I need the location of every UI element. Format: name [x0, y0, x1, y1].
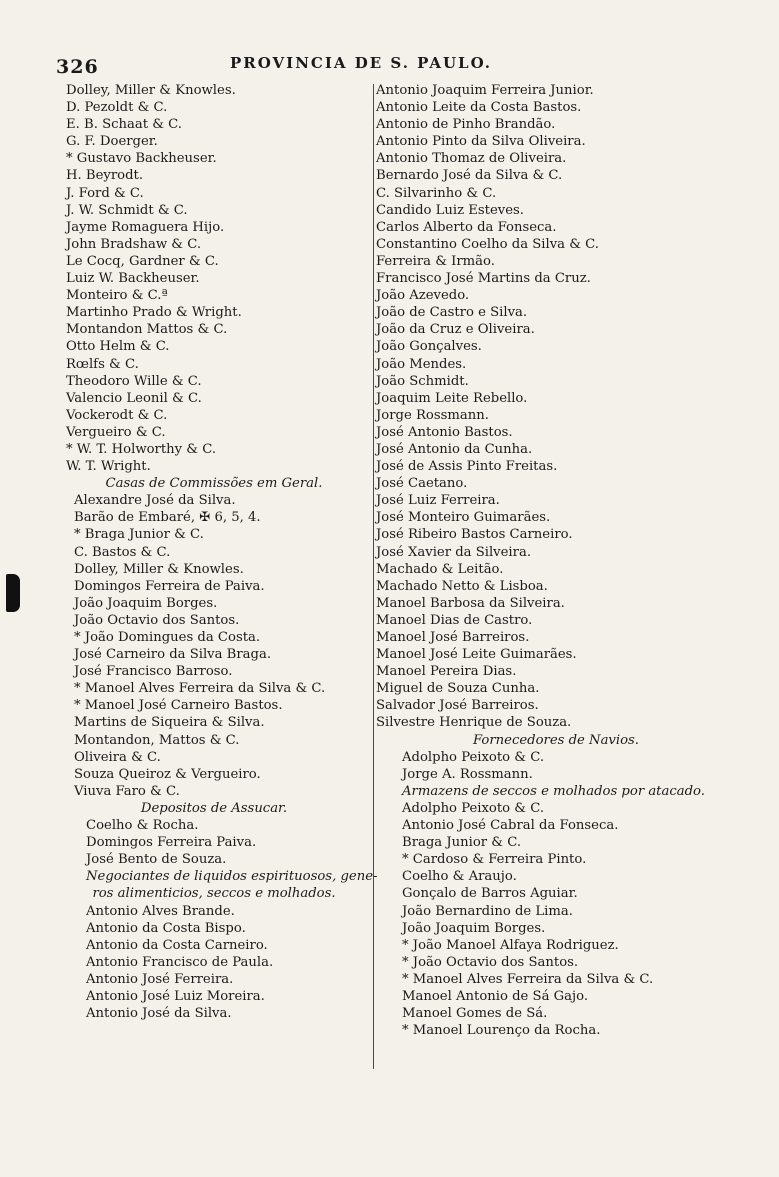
list-item: João Gonçalves.: [376, 339, 482, 355]
list-item: João Azevedo.: [376, 288, 470, 304]
list-firms-a: [56, 82, 372, 475]
list-item: * João Domingues da Costa.: [74, 630, 261, 645]
column-rule: [373, 84, 374, 1069]
list-item: Luiz W. Backheuser.: [66, 271, 200, 287]
list-item: Manoel Dias de Castro.: [376, 612, 533, 628]
list-item: J. Ford & C.: [66, 185, 144, 201]
list-item: José Francisco Barroso.: [74, 664, 233, 680]
list-item: G. F. Doerger.: [66, 134, 158, 150]
list-item: Montandon Mattos & C.: [66, 322, 228, 338]
list-item: Manoel José Leite Guimarães.: [376, 647, 577, 663]
list-item: Souza Queiroz & Vergueiro.: [74, 766, 261, 782]
list-item: João da Cruz e Oliveira.: [376, 322, 535, 338]
list-item: João de Castro e Silva.: [376, 305, 528, 321]
heading-casas-de-commissoes: Casas de Commissões em Geral.: [105, 476, 323, 492]
list-item: * João Octavio dos Santos.: [402, 954, 579, 970]
list-item: D. Pezoldt & C.: [66, 100, 168, 116]
list-item: João Joaquim Borges.: [402, 920, 546, 936]
list-item: José Antonio Bastos.: [376, 424, 513, 440]
list-item: Antonio Leite da Costa Bastos.: [376, 100, 582, 116]
list-item: Jayme Romaguera Hijo.: [66, 219, 225, 235]
left-column: [56, 82, 378, 1022]
list-item: * Manoel Alves Ferreira da Silva & C.: [74, 681, 326, 697]
list-item: João Bernardino de Lima.: [402, 903, 573, 919]
list-item: Machado & Leitão.: [376, 561, 504, 577]
list-item: Vockerodt & C.: [66, 407, 168, 423]
running-title: PROVINCIA DE S. PAULO.: [230, 54, 492, 72]
list-item: Domingos Ferreira de Paiva.: [74, 578, 265, 594]
list-item: Francisco José Martins da Cruz.: [376, 271, 591, 287]
heading-fornecedores-de-navios: Fornecedores de Navios.: [472, 732, 639, 748]
list-item: * Cardoso & Ferreira Pinto.: [402, 852, 587, 868]
list-item: Barão de Embaré, ✠ 6, 5, 4.: [74, 510, 261, 526]
list-item: Antonio José Cabral da Fonseca.: [402, 818, 619, 834]
list-item: Antonio José Luiz Moreira.: [86, 988, 265, 1004]
list-item: José Antonio da Cunha.: [376, 441, 533, 457]
list-item: Gonçalo de Barros Aguiar.: [402, 886, 578, 902]
list-item: W. T. Wright.: [66, 459, 151, 475]
list-item: Antonio José Ferreira.: [86, 971, 234, 987]
heading-negociantes-line-2: ros alimenticios, seccos e molhados.: [92, 886, 336, 902]
list-item: Manoel Barbosa da Silveira.: [376, 595, 565, 611]
list-item: Coelho & Araujo.: [402, 869, 517, 885]
list-item: Antonio da Costa Carneiro.: [86, 937, 268, 953]
list-item: Rœlfs & C.: [66, 356, 139, 372]
list-item: João Octavio dos Santos.: [74, 612, 240, 628]
list-item: Antonio Francisco de Paula.: [86, 954, 274, 970]
list-item: Antonio Pinto da Silva Oliveira.: [376, 134, 586, 150]
list-item: Manoel Pereira Dias.: [376, 664, 517, 680]
list-item: José Xavier da Silveira.: [376, 544, 532, 560]
list-item: Antonio da Costa Bispo.: [86, 920, 246, 936]
list-item: Jorge A. Rossmann.: [402, 766, 533, 782]
list-item: * Gustavo Backheuser.: [66, 151, 217, 167]
list-item: * W. T. Holworthy & C.: [66, 441, 217, 457]
list-commissoes: [56, 492, 372, 800]
list-item: Candido Luiz Esteves.: [376, 202, 524, 218]
list-item: John Bradshaw & C.: [66, 236, 202, 252]
list-item: * Manoel Lourenço da Rocha.: [402, 1023, 601, 1039]
list-item: Antonio Thomaz de Oliveira.: [376, 151, 567, 167]
right-column: [376, 82, 736, 1039]
list-item: Ferreira & Irmão.: [376, 253, 495, 269]
list-item: * Manoel Alves Ferreira da Silva & C.: [402, 971, 654, 987]
list-item: Viuva Faro & C.: [74, 783, 180, 799]
list-item: Dolley, Miller & Knowles.: [74, 561, 244, 577]
list-item: Manoel José Barreiros.: [376, 630, 530, 645]
list-item: Martins de Siqueira & Silva.: [74, 715, 265, 731]
list-item: Coelho & Rocha.: [86, 818, 199, 834]
list-item: Alexandre José da Silva.: [74, 493, 236, 509]
list-item: Domingos Ferreira Paiva.: [86, 835, 257, 851]
list-item: Oliveira & C.: [74, 749, 161, 765]
list-item: Constantino Coelho da Silva & C.: [376, 236, 599, 252]
list-item: Antonio José da Silva.: [86, 1006, 232, 1022]
list-item: Manoel Antonio de Sá Gajo.: [402, 988, 589, 1004]
list-item: Vergueiro & C.: [66, 424, 166, 440]
list-item: Antonio Joaquim Ferreira Junior.: [376, 83, 594, 98]
list-item: C. Bastos & C.: [74, 544, 171, 560]
list-item: João Joaquim Borges.: [74, 595, 218, 611]
list-item: * João Manoel Alfaya Rodriguez.: [402, 937, 619, 953]
list-item: Otto Helm & C.: [66, 339, 170, 355]
list-item: José Carneiro da Silva Braga.: [74, 647, 272, 663]
list-item: José Ribeiro Bastos Carneiro.: [376, 527, 573, 543]
list-item: Manoel Gomes de Sá.: [402, 1006, 548, 1022]
list-item: José Luiz Ferreira.: [376, 493, 500, 509]
list-item: Silvestre Henrique de Souza.: [376, 715, 572, 731]
list-item: Montandon, Mattos & C.: [74, 732, 240, 748]
list-item: Antonio Alves Brande.: [86, 903, 235, 919]
list-item: Braga Junior & C.: [402, 835, 522, 851]
list-item: José Monteiro Guimarães.: [376, 510, 551, 526]
binding-mark: [6, 574, 20, 612]
list-item: Monteiro & C.ª: [66, 288, 168, 304]
list-item: E. B. Schaat & C.: [66, 117, 182, 133]
list-item: Adolpho Peixoto & C.: [402, 800, 545, 816]
list-item: Carlos Alberto da Fonseca.: [376, 219, 557, 235]
list-item: Antonio de Pinho Brandão.: [376, 117, 556, 133]
list-item: Valencio Leonil & C.: [66, 390, 202, 406]
list-item: * Braga Junior & C.: [74, 527, 204, 543]
list-item: H. Beyrodt.: [66, 168, 144, 184]
list-item: Machado Netto & Lisboa.: [376, 578, 548, 594]
list-negociantes-cont: [376, 82, 736, 732]
list-item: Le Cocq, Gardner & C.: [66, 253, 219, 269]
list-item: Adolpho Peixoto & C.: [402, 749, 545, 765]
list-item: Joaquim Leite Rebello.: [376, 390, 528, 406]
list-item: Martinho Prado & Wright.: [66, 305, 242, 321]
list-item: C. Silvarinho & C.: [376, 185, 497, 201]
list-item: Dolley, Miller & Knowles.: [66, 83, 236, 98]
list-item: Theodoro Wille & C.: [66, 373, 202, 389]
heading-armazens: Armazens de seccos e molhados por atacado.: [402, 783, 705, 799]
heading-negociantes-line-1: Negociantes de liquidos espirituosos, gene-: [86, 869, 378, 885]
heading-depositos-de-assucar: Depositos de Assucar.: [140, 800, 288, 816]
list-item: João Mendes.: [376, 356, 467, 372]
list-negociantes: [56, 903, 372, 1023]
list-item: * Manoel José Carneiro Bastos.: [74, 698, 283, 714]
list-item: José de Assis Pinto Freitas.: [376, 459, 558, 475]
list-item: José Caetano.: [376, 476, 468, 492]
list-fornecedores: [376, 749, 736, 783]
page-number: 326: [56, 56, 99, 78]
list-item: João Schmidt.: [376, 373, 469, 389]
list-item: Bernardo José da Silva & C.: [376, 168, 563, 184]
list-item: Miguel de Souza Cunha.: [376, 681, 540, 697]
list-armazens: [376, 800, 736, 1039]
list-item: J. W. Schmidt & C.: [66, 202, 188, 218]
list-item: José Bento de Souza.: [86, 852, 227, 868]
list-item: Salvador José Barreiros.: [376, 698, 539, 714]
list-item: Jorge Rossmann.: [376, 407, 489, 423]
list-depositos: [56, 817, 372, 868]
